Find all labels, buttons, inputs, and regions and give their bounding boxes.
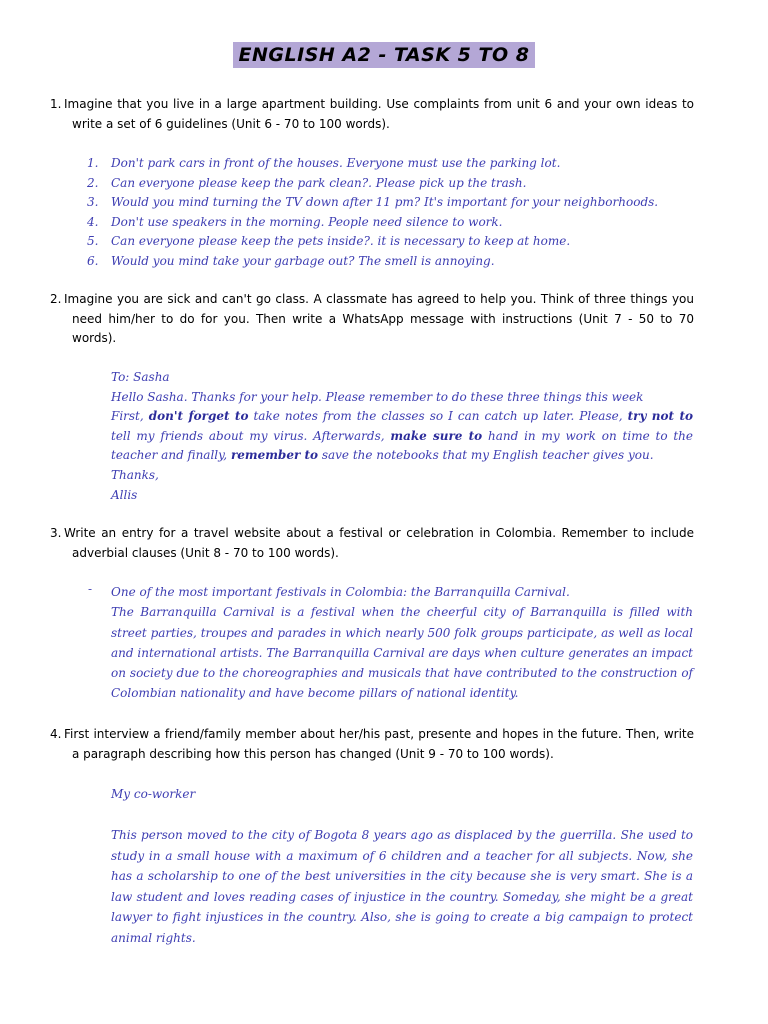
message-closing: Thanks, [111, 467, 159, 482]
interview-heading: My co-worker [111, 787, 196, 801]
entry-body: The Barranquilla Carnival is a festival when the cheerful city of Barranquilla is filled with street parties, troupes and parades in which nearly 500 folk groups participate, as well as local and international artists. The Barranquilla Carnival are days when culture generates an impact on society due to the choreographies and musicals that have contributed to the construction of Colombian nationality and have become pillars of national identity. [111, 605, 693, 701]
question-text: Imagine you are sick and can't go class. A classmate has agreed to help you. Think of three things you need him/her to do for you. Then write a WhatsApp message with instructions (Unit 7 - 50 to 70 words). [64, 292, 694, 345]
item-text: Don't use speakers in the morning. People need silence to work. [111, 214, 503, 229]
question-text: First interview a friend/family member about her/his past, presente and hopes in the future. Then, write a paragraph describing how this person has changed (Unit 9 - 70 to 100 words). [64, 727, 694, 761]
question-4 [50, 725, 694, 764]
entry-heading: One of the most important festivals in Colombia: the Barranquilla Carnival. [111, 585, 570, 599]
document-title: ENGLISH A2 - TASK 5 TO 8 [233, 42, 536, 68]
question-1 [50, 95, 694, 134]
item-number: 1. [87, 156, 99, 170]
body-text: save the notebooks that my English teacher gives you. [318, 448, 654, 463]
list-item [85, 154, 685, 174]
message-signature: Allis [111, 487, 138, 502]
dash-bullet: - [88, 582, 93, 596]
question-number: 1. [50, 97, 62, 111]
bold-phrase: remember to [230, 448, 318, 463]
list-item [85, 213, 685, 233]
item-text: Can everyone please keep the park clean?. Please pick up the trash. [111, 175, 527, 190]
bold-phrase: make sure to [390, 428, 483, 443]
body-text: tell my friends about my virus. Afterwards, [111, 428, 391, 443]
list-item [85, 174, 685, 194]
guidelines-list [85, 154, 685, 271]
item-text: Can everyone please keep the pets inside?. it is necessary to keep at home. [111, 234, 571, 248]
body-text: take notes from the classes so I can catch up later. Please, [248, 409, 628, 424]
question-3 [50, 524, 694, 563]
body-text: First, [111, 409, 149, 424]
message-body [111, 409, 693, 462]
interview-paragraph [111, 825, 693, 948]
question-text: Write an entry for a travel website about a festival or celebration in Colombia. Remember to include adverbial clauses (Unit 8 - 70 to 100 words). [64, 526, 694, 560]
item-number: 6. [87, 253, 99, 268]
whatsapp-message [111, 368, 693, 505]
message-greeting: Hello Sasha. Thanks for your help. Please remember to do these three things this week [111, 389, 644, 404]
festival-entry [111, 582, 693, 704]
list-item [85, 193, 685, 213]
bold-phrase: try not to [627, 409, 694, 424]
item-text: Would you mind turning the TV down after 11 pm? It's important for your neighborhoods. [111, 195, 659, 209]
question-number: 3. [50, 526, 62, 540]
item-number: 5. [87, 234, 99, 248]
question-number: 2. [50, 292, 62, 306]
interview-heading-wrap [111, 785, 693, 805]
item-text: Would you mind take your garbage out? The smell is annoying. [111, 253, 495, 268]
item-number: 2. [87, 175, 99, 190]
item-number: 3. [87, 195, 99, 209]
message-recipient: To: Sasha [111, 370, 170, 384]
bold-phrase: don't forget to [148, 409, 249, 424]
list-item [85, 232, 685, 252]
body-text: hand in my work on time to the teacher and finally, [111, 428, 694, 463]
question-text: Imagine that you live in a large apartment building. Use complaints from unit 6 and your own ideas to write a set of 6 guidelines (Unit 6 - 70 to 100 words). [64, 97, 694, 131]
item-text: Don't park cars in front of the houses. Everyone must use the parking lot. [111, 156, 561, 170]
question-number: 4. [50, 727, 62, 741]
question-2 [50, 290, 694, 349]
title-wrap [0, 42, 768, 68]
interview-body: This person moved to the city of Bogota 8 years ago as displaced by the guerrilla. She used to study in a small house with a maximum of 6 children and a teacher for all subjects. Now, she has a scholarship to one of the best universities in the city because she is very smart. She is a law student and loves reading cases of injustice in the country. Someday, she might be a great lawyer to fight injustices in the country. Also, she is going to create a big campaign to protect animal rights. [111, 828, 693, 945]
list-item [85, 252, 685, 272]
item-number: 4. [87, 214, 99, 229]
